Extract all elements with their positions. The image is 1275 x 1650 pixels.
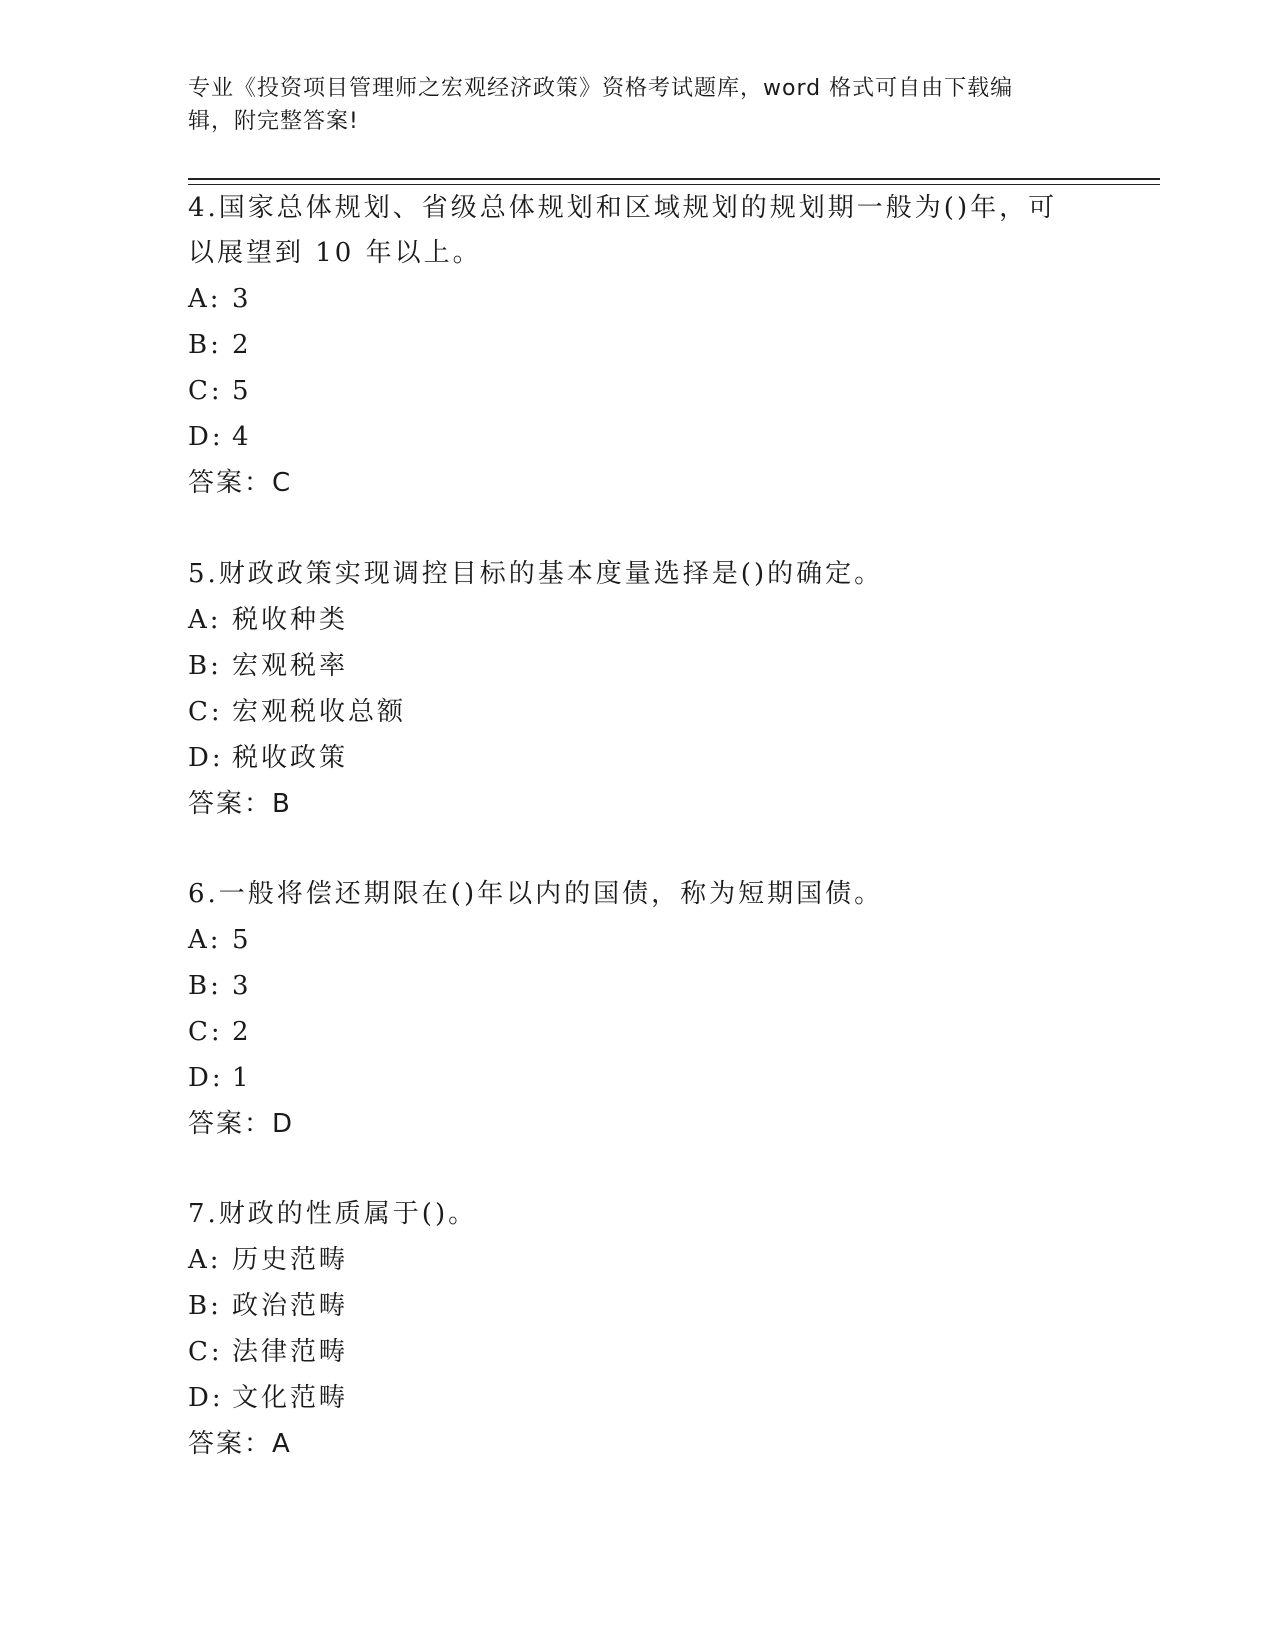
option-key: B: <box>188 651 222 681</box>
header-divider-thin <box>188 184 1160 185</box>
option-text: 5 <box>232 925 252 955</box>
option-b <box>188 1283 1068 1329</box>
option-key: D: <box>188 422 224 452</box>
option-key: D: <box>188 1063 224 1093</box>
option-key: C: <box>188 1017 223 1047</box>
answer-line: 答案：A <box>188 1429 292 1459</box>
question-6 <box>188 872 1068 1147</box>
header-line-1: 专业《投资项目管理师之宏观经济政策》资格考试题库，word 格式可自由下载编 <box>188 76 1014 101</box>
option-text: 税收政策 <box>232 743 349 773</box>
option-text: 历史范畴 <box>232 1245 349 1275</box>
document-header <box>188 72 1068 138</box>
answer-line: 答案：D <box>188 1109 295 1139</box>
option-key: C: <box>188 376 223 406</box>
option-d <box>188 1055 1068 1101</box>
option-text: 宏观税收总额 <box>232 697 407 727</box>
option-d <box>188 735 1068 781</box>
option-a <box>188 597 1068 643</box>
option-text: 1 <box>232 1063 252 1093</box>
option-text: 税收种类 <box>232 605 349 635</box>
option-text: 3 <box>232 971 252 1001</box>
option-text: 2 <box>232 330 252 360</box>
question-stem: 6.一般将偿还期限在()年以内的国债，称为短期国债。 <box>188 879 884 909</box>
option-key: A: <box>188 925 222 955</box>
answer-line: 答案：C <box>188 468 293 498</box>
option-key: C: <box>188 697 223 727</box>
option-c <box>188 1329 1068 1375</box>
option-text: 法律范畴 <box>232 1337 349 1367</box>
option-key: C: <box>188 1337 223 1367</box>
header-line-2: 辑，附完整答案! <box>188 109 359 134</box>
option-text: 宏观税率 <box>232 651 349 681</box>
question-stem: 5.财政政策实现调控目标的基本度量选择是()的确定。 <box>188 559 884 589</box>
option-b <box>188 963 1068 1009</box>
option-key: B: <box>188 1291 222 1321</box>
option-text: 文化范畴 <box>232 1383 349 1413</box>
option-a <box>188 276 1068 322</box>
question-7 <box>188 1192 1068 1467</box>
option-text: 5 <box>232 376 252 406</box>
option-text: 2 <box>232 1017 252 1047</box>
option-key: A: <box>188 1245 222 1275</box>
option-c <box>188 1009 1068 1055</box>
option-text: 3 <box>232 284 252 314</box>
option-c <box>188 368 1068 414</box>
option-key: A: <box>188 605 222 635</box>
question-4 <box>188 186 1068 506</box>
option-c <box>188 689 1068 735</box>
option-a <box>188 1237 1068 1283</box>
question-5 <box>188 552 1068 827</box>
option-key: A: <box>188 284 222 314</box>
option-key: D: <box>188 743 224 773</box>
question-stem: 4.国家总体规划、省级总体规划和区域规划的规划期一般为()年，可以展望到 10 年以上。 <box>188 193 1058 268</box>
option-key: B: <box>188 971 222 1001</box>
option-d <box>188 414 1068 460</box>
option-text: 政治范畴 <box>232 1291 349 1321</box>
option-a <box>188 917 1068 963</box>
option-b <box>188 322 1068 368</box>
option-key: D: <box>188 1383 224 1413</box>
option-text: 4 <box>232 422 252 452</box>
option-key: B: <box>188 330 222 360</box>
header-divider-thick <box>188 178 1160 180</box>
question-stem: 7.财政的性质属于()。 <box>188 1199 478 1229</box>
option-d <box>188 1375 1068 1421</box>
option-b <box>188 643 1068 689</box>
answer-line: 答案：B <box>188 789 292 819</box>
